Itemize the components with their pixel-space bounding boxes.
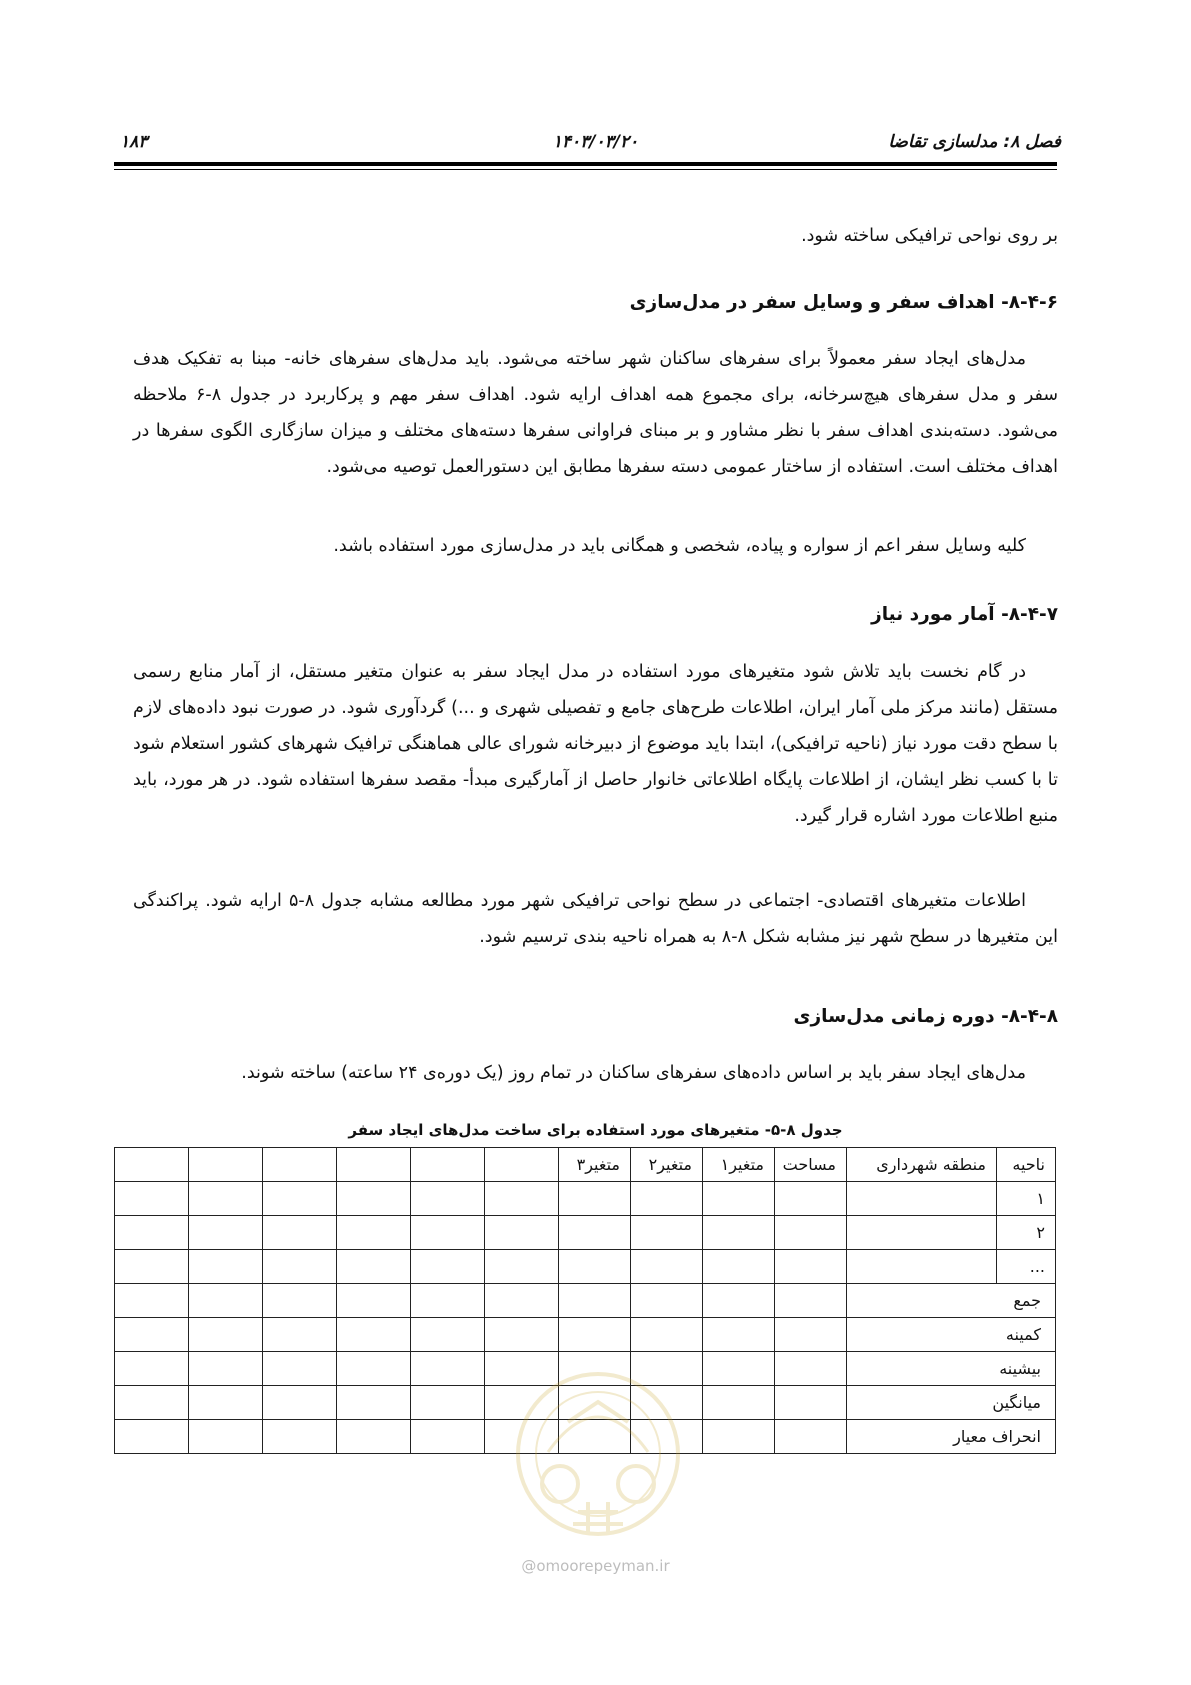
table-cell: [263, 1284, 337, 1318]
table-cell: [115, 1386, 189, 1420]
header-cell: متغیر۲: [631, 1148, 703, 1182]
table-cell: [703, 1420, 775, 1454]
section-heading-modeling-period: ۸-۴-۸- دوره زمانی مدل‌سازی: [793, 1006, 1058, 1027]
table-cell: [631, 1182, 703, 1216]
table-cell: [115, 1182, 189, 1216]
table-cell: [847, 1182, 997, 1216]
table-cell: ۲: [997, 1216, 1056, 1250]
summary-row: [115, 1318, 1056, 1352]
header-cell: [337, 1148, 411, 1182]
table-cell: [337, 1250, 411, 1284]
table-cell: [115, 1420, 189, 1454]
paragraph-trip-modes: کلیه وسایل سفر اعم از سواره و پیاده، شخصی و همگانی باید در مدل‌سازی مورد استفاده باشد.: [333, 536, 1026, 556]
header-rule-thick: [114, 162, 1057, 166]
table-cell: [411, 1318, 485, 1352]
table-cell: [775, 1386, 847, 1420]
paragraph-continuation: بر روی نواحی ترافیکی ساخته شود.: [801, 226, 1058, 246]
table-cell: [703, 1386, 775, 1420]
table-cell: [337, 1420, 411, 1454]
table-cell: [559, 1182, 631, 1216]
table-cell: [631, 1284, 703, 1318]
table-cell: [411, 1420, 485, 1454]
table-cell: [337, 1284, 411, 1318]
table-cell: [631, 1216, 703, 1250]
header-chapter-title: فصل ۸: مدلسازی تقاضا: [888, 132, 1061, 152]
table-cell: [189, 1250, 263, 1284]
table-cell: [189, 1386, 263, 1420]
table-cell: [189, 1182, 263, 1216]
table-cell: [631, 1318, 703, 1352]
header-cell: مساحت: [775, 1148, 847, 1182]
header-cell: [189, 1148, 263, 1182]
table-cell: [115, 1284, 189, 1318]
table-cell: [115, 1250, 189, 1284]
table-cell: [703, 1182, 775, 1216]
header-date: ۱۴۰۳/۰۳/۲۰: [552, 132, 639, 152]
summary-label: جمع: [847, 1284, 1056, 1318]
table-cell: [703, 1216, 775, 1250]
table-cell: [485, 1216, 559, 1250]
section-heading-trip-purposes: ۸-۴-۶- اهداف سفر و وسایل سفر در مدل‌سازی: [629, 292, 1058, 313]
table-cell: [559, 1284, 631, 1318]
table-cell: [703, 1284, 775, 1318]
header-cell: [411, 1148, 485, 1182]
paragraph-trip-purposes: مدل‌های ایجاد سفر معمولاً برای سفرهای ساکنان شهر ساخته می‌شود. باید مدل‌های سفرهای خانه- مبنا به تفکیک هدف سفر و مدل سفرهای هیچ‌سرخانه، برای مجموع همه اهداف ارایه شود. اهداف سفر مهم و پرکاربرد در جدول ۸-۶ ملاحظه می‌شود. دسته‌بندی اهداف سفر با نظر مشاور و بر مبنای فراوانی سفرها دسته‌های مختلف و میزان سازگاری الگوی سفرها در اهداف مختلف است. استفاده از ساختار عمومی دسته سفرها مطابق این دستورالعمل توصیه می‌شود.: [133, 349, 1059, 477]
summary-label: انحراف معیار: [847, 1420, 1056, 1454]
table-cell: [559, 1318, 631, 1352]
table-cell: [189, 1420, 263, 1454]
header-cell: متغیر۳: [559, 1148, 631, 1182]
summary-row: [115, 1284, 1056, 1318]
table-cell: [115, 1318, 189, 1352]
table-cell: [775, 1318, 847, 1352]
table-cell: [263, 1386, 337, 1420]
table-cell: [775, 1250, 847, 1284]
table-cell: [337, 1386, 411, 1420]
paragraph-modeling-period: مدل‌های ایجاد سفر باید بر اساس داده‌های سفرهای ساکنان در تمام روز (یک دوره‌ی ۲۴ ساعته) ساخته شوند.: [241, 1063, 1026, 1083]
table-cell: [847, 1250, 997, 1284]
table-cell: [485, 1318, 559, 1352]
table-cell: [411, 1386, 485, 1420]
watermark-logo-icon: [498, 1362, 698, 1552]
table-cell: [189, 1352, 263, 1386]
table-cell: [337, 1182, 411, 1216]
table-cell: [189, 1284, 263, 1318]
table-cell: [703, 1318, 775, 1352]
paragraph-required-statistics: در گام نخست باید تلاش شود متغیرهای مورد استفاده در مدل ایجاد سفر به عنوان متغیر مستقل، از آمار منابع رسمی مستقل (مانند مرکز ملی آمار ایران، اطلاعات طرح‌های جامع و تفصیلی شهری و ...) گردآوری شود. در صورت نبود داده‌های لازم با سطح دقت مورد نیاز (ناحیه ترافیکی)، ابتدا باید موضوع از دبیرخانه شورای عالی هماهنگی ترافیک شهرهای کشور استعلام شود تا با کسب نظر ایشان، از اطلاعات پایگاه اطلاعاتی خانوار حاصل از آمارگیری مبدأ- مقصد سفرها استفاده شود. در هر مورد، باید منبع اطلاعات مورد اشاره قرار گیرد.: [133, 662, 1058, 826]
table-cell: [485, 1250, 559, 1284]
header-cell: ناحیه: [997, 1148, 1056, 1182]
table-cell: ۱: [997, 1182, 1056, 1216]
table-cell: ...: [997, 1250, 1056, 1284]
header-cell: منطقه شهرداری: [847, 1148, 997, 1182]
table-row: [115, 1182, 1056, 1216]
table-cell: [847, 1216, 997, 1250]
table-cell: [775, 1420, 847, 1454]
table-cell: [115, 1352, 189, 1386]
table-cell: [411, 1182, 485, 1216]
table-cell: [411, 1352, 485, 1386]
table-cell: [631, 1250, 703, 1284]
table-cell: [703, 1250, 775, 1284]
summary-label: بیشینه: [847, 1352, 1056, 1386]
table-row: [115, 1216, 1056, 1250]
table-cell: [337, 1318, 411, 1352]
table-cell: [775, 1352, 847, 1386]
table-cell: [559, 1250, 631, 1284]
table-cell: [337, 1352, 411, 1386]
table-cell: [485, 1284, 559, 1318]
table-cell: [263, 1250, 337, 1284]
table-cell: [263, 1182, 337, 1216]
table-cell: [559, 1216, 631, 1250]
table-cell: [703, 1352, 775, 1386]
table-cell: [189, 1318, 263, 1352]
table-cell: [485, 1182, 559, 1216]
table-cell: [775, 1216, 847, 1250]
table-cell: [775, 1182, 847, 1216]
summary-label: میانگین: [847, 1386, 1056, 1420]
header-cell: [485, 1148, 559, 1182]
table-header-row: [115, 1148, 1056, 1182]
table-cell: [337, 1216, 411, 1250]
table-row: [115, 1250, 1056, 1284]
table-cell: [189, 1216, 263, 1250]
table-cell: [775, 1284, 847, 1318]
header-cell: [115, 1148, 189, 1182]
paragraph-socioeconomic-variables: اطلاعات متغیرهای اقتصادی- اجتماعی در سطح نواحی ترافیکی شهر مورد مطالعه مشابه جدول ۸-۵ ارایه شود. پراکندگی این متغیرها در سطح شهر نیز مشابه شکل ۸-۸ به همراه ناحیه بندی ترسیم شود.: [133, 891, 1058, 947]
table-cell: [411, 1284, 485, 1318]
header-page-number: ۱۸۳: [120, 132, 148, 152]
header-cell: [263, 1148, 337, 1182]
table-cell: [411, 1250, 485, 1284]
table-cell: [263, 1216, 337, 1250]
header-rule-thin: [114, 169, 1057, 170]
table-cell: [115, 1216, 189, 1250]
table-caption: جدول ۸-۵- متغیرهای مورد استفاده برای ساخت مدل‌های ایجاد سفر: [348, 1121, 843, 1139]
header-cell: متغیر۱: [703, 1148, 775, 1182]
table-cell: [263, 1420, 337, 1454]
table-cell: [411, 1216, 485, 1250]
watermark-url-text: @omoorepeyman.ir: [521, 1557, 670, 1575]
summary-label: کمینه: [847, 1318, 1056, 1352]
table-cell: [263, 1352, 337, 1386]
section-heading-required-statistics: ۸-۴-۷- آمار مورد نیاز: [871, 604, 1058, 625]
table-cell: [263, 1318, 337, 1352]
